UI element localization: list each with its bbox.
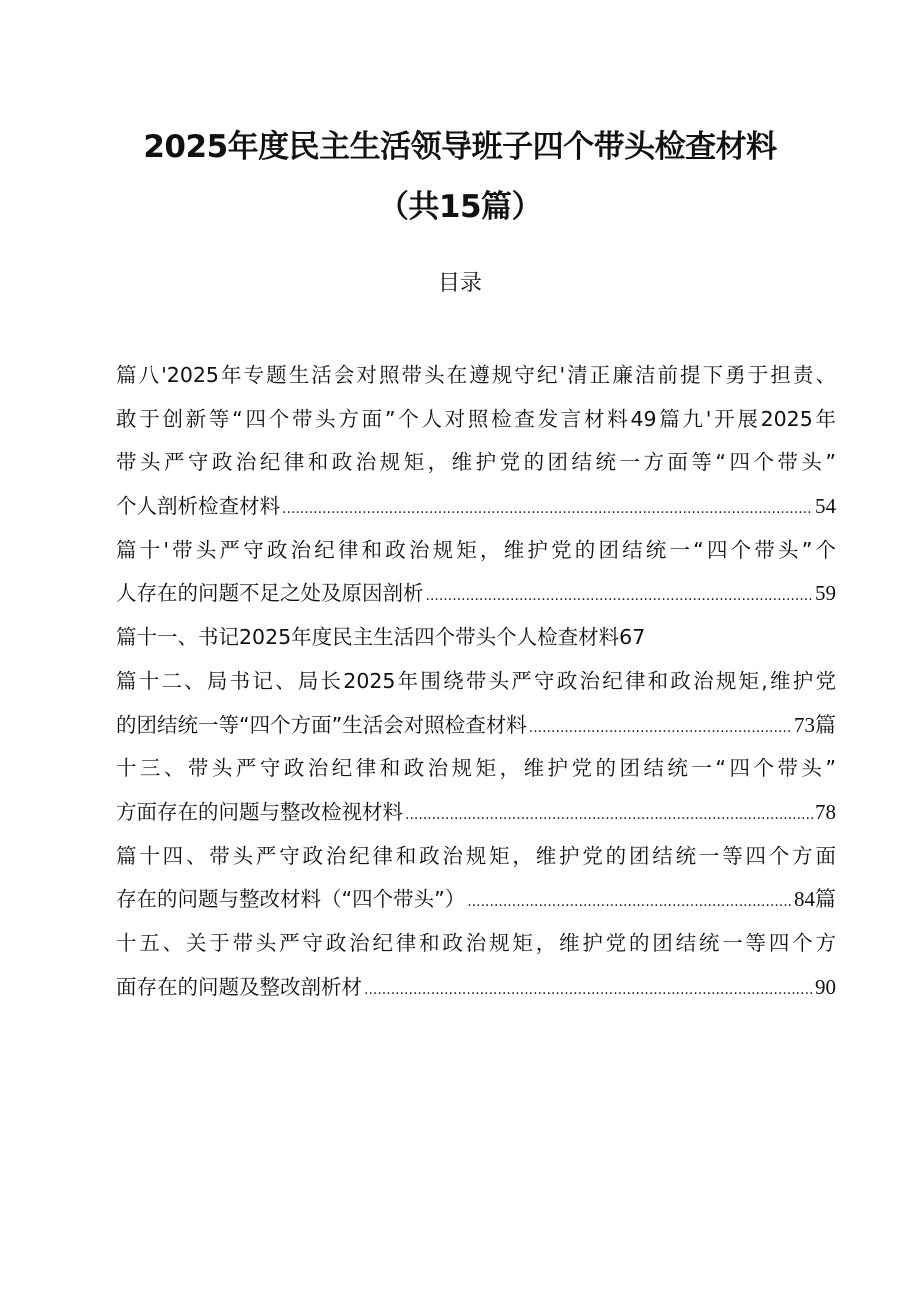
page-number: 90	[815, 974, 836, 999]
toc-entry-with-page	[116, 704, 836, 748]
dot-leader	[529, 707, 792, 748]
toc-heading: 目录	[437, 271, 482, 296]
document-subtitle-count: （共15篇）	[377, 189, 543, 225]
toc-line-text: 面存在的问题及整改剖析材	[116, 974, 362, 999]
toc-line	[116, 529, 836, 573]
page-number: 84篇	[794, 887, 836, 912]
document-title: 2025年度民主生活领导班子四个带头检查材料	[143, 129, 777, 165]
toc-line-text: 十三、带头严守政治纪律和政治规矩，维护党的团结统一“四个带头”	[116, 756, 836, 781]
toc-line-text: 存在的问题与整改材料（“四个带头”）	[116, 887, 466, 912]
toc-line	[116, 922, 836, 966]
toc-line	[116, 660, 836, 704]
toc-entry-with-page	[116, 485, 836, 529]
toc-line-text: 人存在的问题不足之处及原因剖析	[116, 581, 424, 606]
toc-line-text: 的团结统一等“四个方面”生活会对照检查材料	[116, 712, 527, 737]
table-of-contents	[116, 354, 836, 1009]
toc-line-text: 方面存在的问题与整改检视材料	[116, 799, 403, 824]
toc-line	[116, 441, 836, 485]
toc-line-text: 篇十二、局书记、局长2025年围绕带头严守政治纪律和政治规矩,维护党	[116, 668, 836, 693]
toc-line-text: 带头严守政治纪律和政治规矩，维护党的团结统一方面等“四个带头”	[116, 450, 836, 475]
toc-line-text: 篇十四、带头严守政治纪律和政治规矩，维护党的团结统一等四个方面	[116, 843, 836, 868]
toc-line-text: 个人剖析检查材料	[116, 494, 280, 519]
toc-entry-with-page	[116, 878, 836, 922]
toc-line	[116, 835, 836, 879]
toc-line	[116, 616, 836, 660]
page-number: 73篇	[794, 712, 836, 737]
toc-line-text: 篇八'2025年专题生活会对照带头在遵规守纪'清正廉洁前提下勇于担责、	[116, 363, 836, 387]
toc-entry-with-page	[116, 791, 836, 835]
page-number: 54	[815, 494, 836, 519]
dot-leader	[405, 794, 813, 835]
toc-line-text: 篇十一、书记2025年度民主生活四个带头个人检查材料67	[116, 625, 646, 650]
page-number: 59	[815, 581, 836, 606]
dot-leader	[364, 969, 813, 1010]
toc-line	[116, 354, 836, 398]
dot-leader	[426, 575, 814, 616]
toc-line-text: 篇十'带头严守政治纪律和政治规矩，维护党的团结统一“四个带头”个	[116, 537, 836, 562]
toc-entry-with-page	[116, 572, 836, 616]
page-number: 78	[815, 799, 836, 824]
toc-entry-with-page	[116, 966, 836, 1010]
toc-line-text: 十五、关于带头严守政治纪律和政治规矩，维护党的团结统一等四个方	[116, 930, 836, 955]
toc-line	[116, 747, 836, 791]
dot-leader	[467, 881, 792, 922]
toc-line-text: 敢于创新等“四个带头方面”个人对照检查发言材料49篇九'开展2025年	[116, 406, 836, 431]
dot-leader	[282, 488, 813, 529]
toc-line	[116, 398, 836, 442]
